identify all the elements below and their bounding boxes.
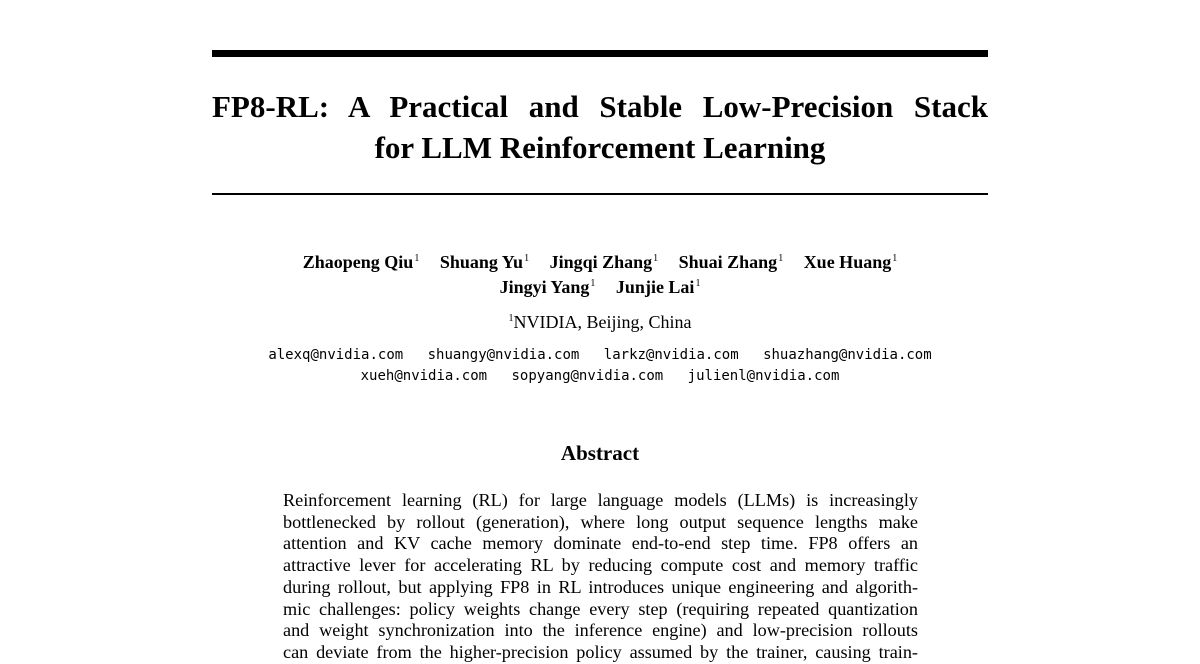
abstract-line: and weight synchronization into the inference engine) and low-precision rollouts — [283, 620, 918, 641]
abstract-line: during rollout, but applying FP8 in RL introduces unique engineering and algorith- — [283, 576, 918, 597]
abstract-line: can deviate from the higher-precision policy assumed by the trainer, causing train- — [283, 641, 918, 662]
title-line-1: FP8-RL: A Practical and Stable Low-Precision Stack — [212, 89, 988, 124]
author — [550, 248, 659, 273]
email-list — [150, 345, 1050, 387]
email-link[interactable]: shuazhang@nvidia.com — [763, 347, 932, 363]
affiliation-text: NVIDIA, Beijing, China — [513, 312, 692, 332]
email-link[interactable]: xueh@nvidia.com — [360, 368, 488, 384]
author — [440, 248, 529, 273]
abstract-line: bottlenecked by rollout (generation), where long output sequence lengths make — [283, 511, 918, 532]
affiliation-mark: 1 — [508, 313, 514, 324]
abstract-line: attractive lever for accelerating RL by reducing compute cost and memory traffic — [283, 555, 918, 576]
author-affiliation-mark: 1 — [653, 253, 659, 264]
author-name: Shuai Zhang — [678, 252, 778, 272]
author-name: Junjie Lai — [615, 277, 695, 297]
title-bottom-rule — [212, 193, 988, 195]
author — [616, 273, 701, 298]
author-affiliation-mark: 1 — [414, 253, 420, 264]
affiliation — [212, 308, 988, 333]
abstract-line: Reinforcement learning (RL) for large language models (LLMs) is increasingly — [283, 490, 918, 510]
author-name: Zhaopeng Qiu — [302, 252, 414, 272]
author-name: Shuang Yu — [439, 252, 524, 272]
abstract-line: attention and KV cache memory dominate end-to-end step time. FP8 offers an — [283, 533, 918, 554]
abstract-line: mic challenges: policy weights change every step (requiring repeated quantization — [283, 598, 918, 619]
email-link[interactable]: julienl@nvidia.com — [687, 368, 840, 384]
email-link[interactable]: alexq@nvidia.com — [268, 347, 404, 363]
author-name: Xue Huang — [803, 252, 892, 272]
author-affiliation-mark: 1 — [778, 253, 784, 264]
author-name: Jingyi Yang — [499, 277, 590, 297]
author — [679, 248, 784, 273]
author-name: Jingqi Zhang — [549, 252, 653, 272]
email-link[interactable]: shuangy@nvidia.com — [427, 347, 580, 363]
author — [303, 248, 420, 273]
author — [500, 273, 596, 298]
title-line-2: for LLM Reinforcement Learning — [374, 130, 826, 165]
abstract-body — [283, 490, 918, 664]
author — [804, 248, 898, 273]
abstract-heading: Abstract — [560, 441, 640, 465]
email-link[interactable]: larkz@nvidia.com — [603, 347, 739, 363]
author-affiliation-mark: 1 — [524, 253, 530, 264]
author-affiliation-mark: 1 — [695, 278, 701, 289]
author-list — [212, 248, 988, 298]
author-affiliation-mark: 1 — [590, 278, 596, 289]
title-top-rule — [212, 50, 988, 57]
paper-title — [212, 86, 988, 168]
email-link[interactable]: sopyang@nvidia.com — [511, 368, 664, 384]
author-affiliation-mark: 1 — [892, 253, 898, 264]
